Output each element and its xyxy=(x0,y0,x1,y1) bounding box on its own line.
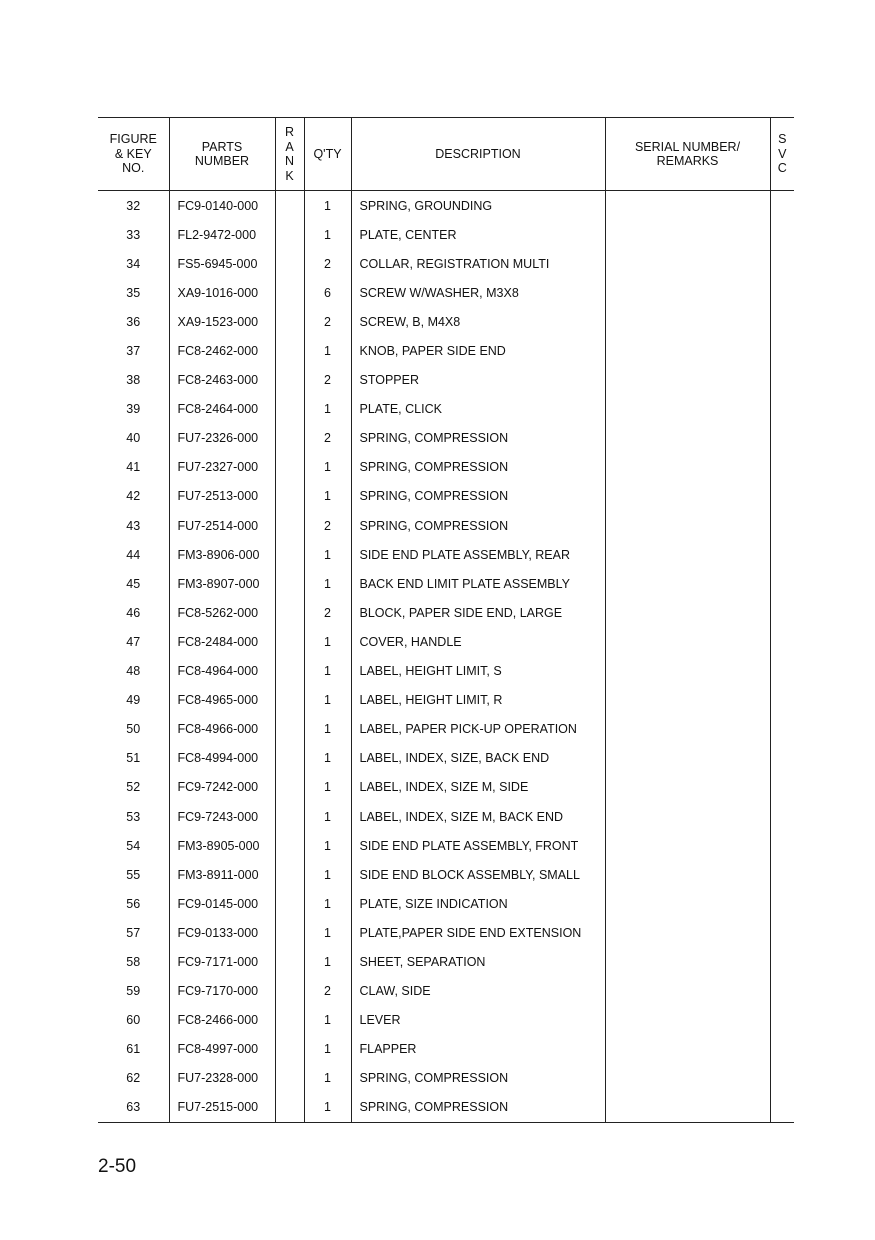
remarks-cell xyxy=(605,744,770,773)
table-row xyxy=(98,977,794,1006)
header-svc-letter: C xyxy=(777,161,787,176)
figure-key-cell: 63 xyxy=(98,1093,169,1123)
description-cell: COLLAR, REGISTRATION MULTI xyxy=(351,249,605,278)
table-header-row xyxy=(98,118,794,191)
svc-cell xyxy=(770,366,794,395)
remarks-cell xyxy=(605,366,770,395)
figure-key-cell: 59 xyxy=(126,984,141,999)
part-number-cell: FC9-7171-000 xyxy=(169,947,275,976)
rank-cell xyxy=(275,1064,304,1093)
header-svc xyxy=(770,118,794,191)
figure-key-cell: 41 xyxy=(126,460,141,475)
quantity-cell: 1 xyxy=(304,1064,351,1093)
table-row xyxy=(98,627,794,656)
page-number: 2-50 xyxy=(98,1156,137,1177)
remarks-cell xyxy=(605,657,770,686)
svc-cell xyxy=(770,191,794,221)
part-number-cell: FU7-2513-000 xyxy=(169,482,275,511)
table-row xyxy=(98,307,794,336)
part-number-cell: FM3-8911-000 xyxy=(169,860,275,889)
remarks-cell xyxy=(605,627,770,656)
svc-cell xyxy=(770,1093,794,1123)
table-row xyxy=(98,657,794,686)
header-figure-key-no xyxy=(98,118,169,191)
svc-cell xyxy=(770,598,794,627)
table-row xyxy=(98,482,794,511)
header-parts-number xyxy=(169,118,275,191)
quantity-cell: 1 xyxy=(304,395,351,424)
table-row xyxy=(98,366,794,395)
description-cell: SHEET, SEPARATION xyxy=(351,947,605,976)
figure-key-cell: 37 xyxy=(126,344,141,359)
svc-cell xyxy=(770,1006,794,1035)
part-number-cell: FM3-8906-000 xyxy=(169,540,275,569)
rank-cell xyxy=(275,220,304,249)
header-rank-letter: N xyxy=(284,154,295,168)
table-row xyxy=(98,1064,794,1093)
rank-cell xyxy=(275,715,304,744)
rank-cell xyxy=(275,889,304,918)
quantity-cell: 1 xyxy=(304,947,351,976)
description-cell: BLOCK, PAPER SIDE END, LARGE xyxy=(351,598,605,627)
quantity-cell: 1 xyxy=(304,1093,351,1123)
svc-cell xyxy=(770,1064,794,1093)
description-cell: LABEL, HEIGHT LIMIT, S xyxy=(351,657,605,686)
quantity-cell: 2 xyxy=(304,366,351,395)
table-row xyxy=(98,220,794,249)
rank-cell xyxy=(275,482,304,511)
remarks-cell xyxy=(605,424,770,453)
figure-key-cell: 38 xyxy=(126,373,141,388)
quantity-cell: 1 xyxy=(304,802,351,831)
remarks-cell xyxy=(605,802,770,831)
description-cell: STOPPER xyxy=(351,366,605,395)
table-row xyxy=(98,424,794,453)
part-number-cell: FU7-2327-000 xyxy=(169,453,275,482)
description-cell: PLATE, CLICK xyxy=(351,395,605,424)
description-cell: SPRING, GROUNDING xyxy=(351,191,605,221)
table-row xyxy=(98,336,794,365)
description-cell: LABEL, PAPER PICK-UP OPERATION xyxy=(351,715,605,744)
part-number-cell: FU7-2515-000 xyxy=(169,1093,275,1123)
header-description: DESCRIPTION xyxy=(351,118,605,191)
table-row xyxy=(98,191,794,221)
rank-cell xyxy=(275,569,304,598)
figure-key-cell: 61 xyxy=(126,1042,141,1057)
rank-cell xyxy=(275,366,304,395)
remarks-cell xyxy=(605,773,770,802)
svc-cell xyxy=(770,336,794,365)
description-cell: LABEL, INDEX, SIZE M, BACK END xyxy=(351,802,605,831)
quantity-cell: 2 xyxy=(304,249,351,278)
svc-cell xyxy=(770,540,794,569)
header-qty: Q'TY xyxy=(304,118,351,191)
svc-cell xyxy=(770,686,794,715)
part-number-cell: FS5-6945-000 xyxy=(169,249,275,278)
rank-cell xyxy=(275,947,304,976)
figure-key-cell: 35 xyxy=(126,285,141,300)
header-svc-letter: S xyxy=(778,132,787,147)
table-row xyxy=(98,453,794,482)
quantity-cell: 1 xyxy=(304,773,351,802)
table-row xyxy=(98,598,794,627)
rank-cell xyxy=(275,424,304,453)
remarks-cell xyxy=(605,598,770,627)
svc-cell xyxy=(770,860,794,889)
svc-cell xyxy=(770,715,794,744)
part-number-cell: FC8-4965-000 xyxy=(169,686,275,715)
svc-cell xyxy=(770,220,794,249)
svc-cell xyxy=(770,627,794,656)
description-cell: SPRING, COMPRESSION xyxy=(351,482,605,511)
rank-cell xyxy=(275,395,304,424)
header-key-line: FIGURE xyxy=(109,132,157,147)
description-cell: PLATE,PAPER SIDE END EXTENSION xyxy=(351,918,605,947)
quantity-cell: 1 xyxy=(304,860,351,889)
svc-cell xyxy=(770,657,794,686)
quantity-cell: 1 xyxy=(304,744,351,773)
quantity-cell: 1 xyxy=(304,540,351,569)
part-number-cell: FC9-0140-000 xyxy=(169,191,275,221)
rank-cell xyxy=(275,918,304,947)
remarks-cell xyxy=(605,1035,770,1064)
quantity-cell: 1 xyxy=(304,1006,351,1035)
description-cell: SPRING, COMPRESSION xyxy=(351,424,605,453)
header-remarks-line: SERIAL NUMBER/ xyxy=(634,139,741,154)
quantity-cell: 1 xyxy=(304,686,351,715)
figure-key-cell: 36 xyxy=(126,314,141,329)
rank-cell xyxy=(275,453,304,482)
quantity-cell: 1 xyxy=(304,889,351,918)
description-cell: LEVER xyxy=(351,1006,605,1035)
quantity-cell: 2 xyxy=(304,511,351,540)
quantity-cell: 2 xyxy=(304,977,351,1006)
rank-cell xyxy=(275,1093,304,1123)
rank-cell xyxy=(275,1006,304,1035)
figure-key-cell: 32 xyxy=(126,198,141,213)
rank-cell xyxy=(275,278,304,307)
quantity-cell: 1 xyxy=(304,453,351,482)
parts-table-body xyxy=(98,191,794,1123)
rank-cell xyxy=(275,249,304,278)
svc-cell xyxy=(770,744,794,773)
svc-cell xyxy=(770,773,794,802)
header-rank-letter: R xyxy=(284,125,295,139)
figure-key-cell: 56 xyxy=(126,896,141,911)
figure-key-cell: 39 xyxy=(126,402,141,417)
rank-cell xyxy=(275,744,304,773)
table-row xyxy=(98,540,794,569)
description-cell: FLAPPER xyxy=(351,1035,605,1064)
rank-cell xyxy=(275,598,304,627)
parts-table xyxy=(98,117,794,1123)
header-svc-letter: V xyxy=(778,146,787,161)
figure-key-cell: 44 xyxy=(126,547,141,562)
table-row xyxy=(98,511,794,540)
rank-cell xyxy=(275,773,304,802)
svc-cell xyxy=(770,947,794,976)
table-row xyxy=(98,831,794,860)
rank-cell xyxy=(275,657,304,686)
figure-key-cell: 60 xyxy=(126,1013,141,1028)
table-row xyxy=(98,889,794,918)
part-number-cell: FU7-2326-000 xyxy=(169,424,275,453)
rank-cell xyxy=(275,191,304,221)
part-number-cell: FC8-4994-000 xyxy=(169,744,275,773)
part-number-cell: FU7-2328-000 xyxy=(169,1064,275,1093)
part-number-cell: XA9-1016-000 xyxy=(169,278,275,307)
quantity-cell: 1 xyxy=(304,918,351,947)
quantity-cell: 1 xyxy=(304,569,351,598)
quantity-cell: 1 xyxy=(304,1035,351,1064)
figure-key-cell: 51 xyxy=(126,751,141,766)
part-number-cell: FC8-2462-000 xyxy=(169,336,275,365)
part-number-cell: FM3-8905-000 xyxy=(169,831,275,860)
part-number-cell: FC8-2484-000 xyxy=(169,627,275,656)
table-row xyxy=(98,860,794,889)
table-row xyxy=(98,715,794,744)
description-cell: PLATE, SIZE INDICATION xyxy=(351,889,605,918)
remarks-cell xyxy=(605,395,770,424)
description-cell: SPRING, COMPRESSION xyxy=(351,1093,605,1123)
figure-key-cell: 55 xyxy=(126,867,141,882)
svc-cell xyxy=(770,249,794,278)
header-key-line: NO. xyxy=(122,161,145,176)
remarks-cell xyxy=(605,860,770,889)
quantity-cell: 1 xyxy=(304,627,351,656)
svc-cell xyxy=(770,831,794,860)
svc-cell xyxy=(770,1035,794,1064)
remarks-cell xyxy=(605,1006,770,1035)
remarks-cell xyxy=(605,918,770,947)
description-cell: CLAW, SIDE xyxy=(351,977,605,1006)
header-parts-line: PARTS xyxy=(201,139,243,154)
part-number-cell: FM3-8907-000 xyxy=(169,569,275,598)
part-number-cell: FC8-5262-000 xyxy=(169,598,275,627)
description-cell: SPRING, COMPRESSION xyxy=(351,453,605,482)
description-cell: LABEL, HEIGHT LIMIT, R xyxy=(351,686,605,715)
remarks-cell xyxy=(605,220,770,249)
svc-cell xyxy=(770,918,794,947)
quantity-cell: 1 xyxy=(304,220,351,249)
table-row xyxy=(98,686,794,715)
header-remarks-line: REMARKS xyxy=(656,154,719,168)
rank-cell xyxy=(275,860,304,889)
rank-cell xyxy=(275,977,304,1006)
figure-key-cell: 52 xyxy=(126,780,141,795)
figure-key-cell: 54 xyxy=(126,838,141,853)
description-cell: COVER, HANDLE xyxy=(351,627,605,656)
remarks-cell xyxy=(605,977,770,1006)
header-rank xyxy=(275,118,304,191)
table-row xyxy=(98,1093,794,1123)
remarks-cell xyxy=(605,1093,770,1123)
figure-key-cell: 46 xyxy=(126,605,141,620)
figure-key-cell: 57 xyxy=(126,925,141,940)
svc-cell xyxy=(770,977,794,1006)
figure-key-cell: 42 xyxy=(126,489,141,504)
table-row xyxy=(98,918,794,947)
table-row xyxy=(98,249,794,278)
figure-key-cell: 45 xyxy=(126,576,141,591)
quantity-cell: 1 xyxy=(304,657,351,686)
remarks-cell xyxy=(605,453,770,482)
description-cell: PLATE, CENTER xyxy=(351,220,605,249)
remarks-cell xyxy=(605,831,770,860)
description-cell: SIDE END PLATE ASSEMBLY, REAR xyxy=(351,540,605,569)
description-cell: LABEL, INDEX, SIZE M, SIDE xyxy=(351,773,605,802)
table-row xyxy=(98,947,794,976)
table-row xyxy=(98,744,794,773)
header-parts-line: NUMBER xyxy=(194,154,250,168)
quantity-cell: 2 xyxy=(304,307,351,336)
part-number-cell: FC9-7170-000 xyxy=(169,977,275,1006)
remarks-cell xyxy=(605,307,770,336)
figure-key-cell: 34 xyxy=(126,256,141,271)
remarks-cell xyxy=(605,336,770,365)
part-number-cell: FC9-7242-000 xyxy=(169,773,275,802)
remarks-cell xyxy=(605,511,770,540)
remarks-cell xyxy=(605,947,770,976)
svc-cell xyxy=(770,453,794,482)
table-row xyxy=(98,1035,794,1064)
header-serial-remarks xyxy=(605,118,770,191)
description-cell: KNOB, PAPER SIDE END xyxy=(351,336,605,365)
part-number-cell: FC9-0133-000 xyxy=(169,918,275,947)
table-row xyxy=(98,569,794,598)
svc-cell xyxy=(770,278,794,307)
part-number-cell: FL2-9472-000 xyxy=(169,220,275,249)
rank-cell xyxy=(275,511,304,540)
part-number-cell: FC8-2466-000 xyxy=(169,1006,275,1035)
part-number-cell: FC8-4966-000 xyxy=(169,715,275,744)
remarks-cell xyxy=(605,715,770,744)
svc-cell xyxy=(770,511,794,540)
remarks-cell xyxy=(605,191,770,221)
part-number-cell: FC8-4997-000 xyxy=(169,1035,275,1064)
description-cell: SIDE END PLATE ASSEMBLY, FRONT xyxy=(351,831,605,860)
description-cell: SCREW W/WASHER, M3X8 xyxy=(351,278,605,307)
table-row xyxy=(98,802,794,831)
figure-key-cell: 53 xyxy=(126,809,141,824)
table-row xyxy=(98,278,794,307)
remarks-cell xyxy=(605,278,770,307)
svc-cell xyxy=(770,395,794,424)
quantity-cell: 1 xyxy=(304,482,351,511)
rank-cell xyxy=(275,627,304,656)
remarks-cell xyxy=(605,482,770,511)
header-key-line: & KEY xyxy=(114,146,152,161)
description-cell: LABEL, INDEX, SIZE, BACK END xyxy=(351,744,605,773)
remarks-cell xyxy=(605,1064,770,1093)
rank-cell xyxy=(275,802,304,831)
table-row xyxy=(98,395,794,424)
part-number-cell: FU7-2514-000 xyxy=(169,511,275,540)
description-cell: SPRING, COMPRESSION xyxy=(351,511,605,540)
rank-cell xyxy=(275,336,304,365)
part-number-cell: FC8-4964-000 xyxy=(169,657,275,686)
svc-cell xyxy=(770,307,794,336)
rank-cell xyxy=(275,1035,304,1064)
part-number-cell: XA9-1523-000 xyxy=(169,307,275,336)
figure-key-cell: 48 xyxy=(126,664,141,679)
figure-key-cell: 47 xyxy=(126,634,141,649)
figure-key-cell: 58 xyxy=(126,954,141,969)
svc-cell xyxy=(770,569,794,598)
figure-key-cell: 50 xyxy=(126,722,141,737)
quantity-cell: 2 xyxy=(304,598,351,627)
table-row xyxy=(98,1006,794,1035)
part-number-cell: FC9-7243-000 xyxy=(169,802,275,831)
svc-cell xyxy=(770,802,794,831)
quantity-cell: 1 xyxy=(304,831,351,860)
description-cell: BACK END LIMIT PLATE ASSEMBLY xyxy=(351,569,605,598)
part-number-cell: FC9-0145-000 xyxy=(169,889,275,918)
figure-key-cell: 62 xyxy=(126,1071,141,1086)
quantity-cell: 1 xyxy=(304,715,351,744)
rank-cell xyxy=(275,686,304,715)
table-row xyxy=(98,773,794,802)
part-number-cell: FC8-2463-000 xyxy=(169,366,275,395)
quantity-cell: 6 xyxy=(304,278,351,307)
svc-cell xyxy=(770,424,794,453)
header-rank-letter: K xyxy=(285,168,294,183)
description-cell: SCREW, B, M4X8 xyxy=(351,307,605,336)
svc-cell xyxy=(770,889,794,918)
rank-cell xyxy=(275,307,304,336)
remarks-cell xyxy=(605,889,770,918)
quantity-cell: 1 xyxy=(304,191,351,221)
figure-key-cell: 43 xyxy=(126,518,141,533)
figure-key-cell: 33 xyxy=(126,227,141,242)
header-rank-letter: A xyxy=(285,139,294,154)
remarks-cell xyxy=(605,540,770,569)
figure-key-cell: 40 xyxy=(126,431,141,446)
quantity-cell: 1 xyxy=(304,336,351,365)
rank-cell xyxy=(275,540,304,569)
part-number-cell: FC8-2464-000 xyxy=(169,395,275,424)
remarks-cell xyxy=(605,686,770,715)
description-cell: SPRING, COMPRESSION xyxy=(351,1064,605,1093)
remarks-cell xyxy=(605,569,770,598)
svc-cell xyxy=(770,482,794,511)
description-cell: SIDE END BLOCK ASSEMBLY, SMALL xyxy=(351,860,605,889)
rank-cell xyxy=(275,831,304,860)
remarks-cell xyxy=(605,249,770,278)
quantity-cell: 2 xyxy=(304,424,351,453)
figure-key-cell: 49 xyxy=(126,693,141,708)
